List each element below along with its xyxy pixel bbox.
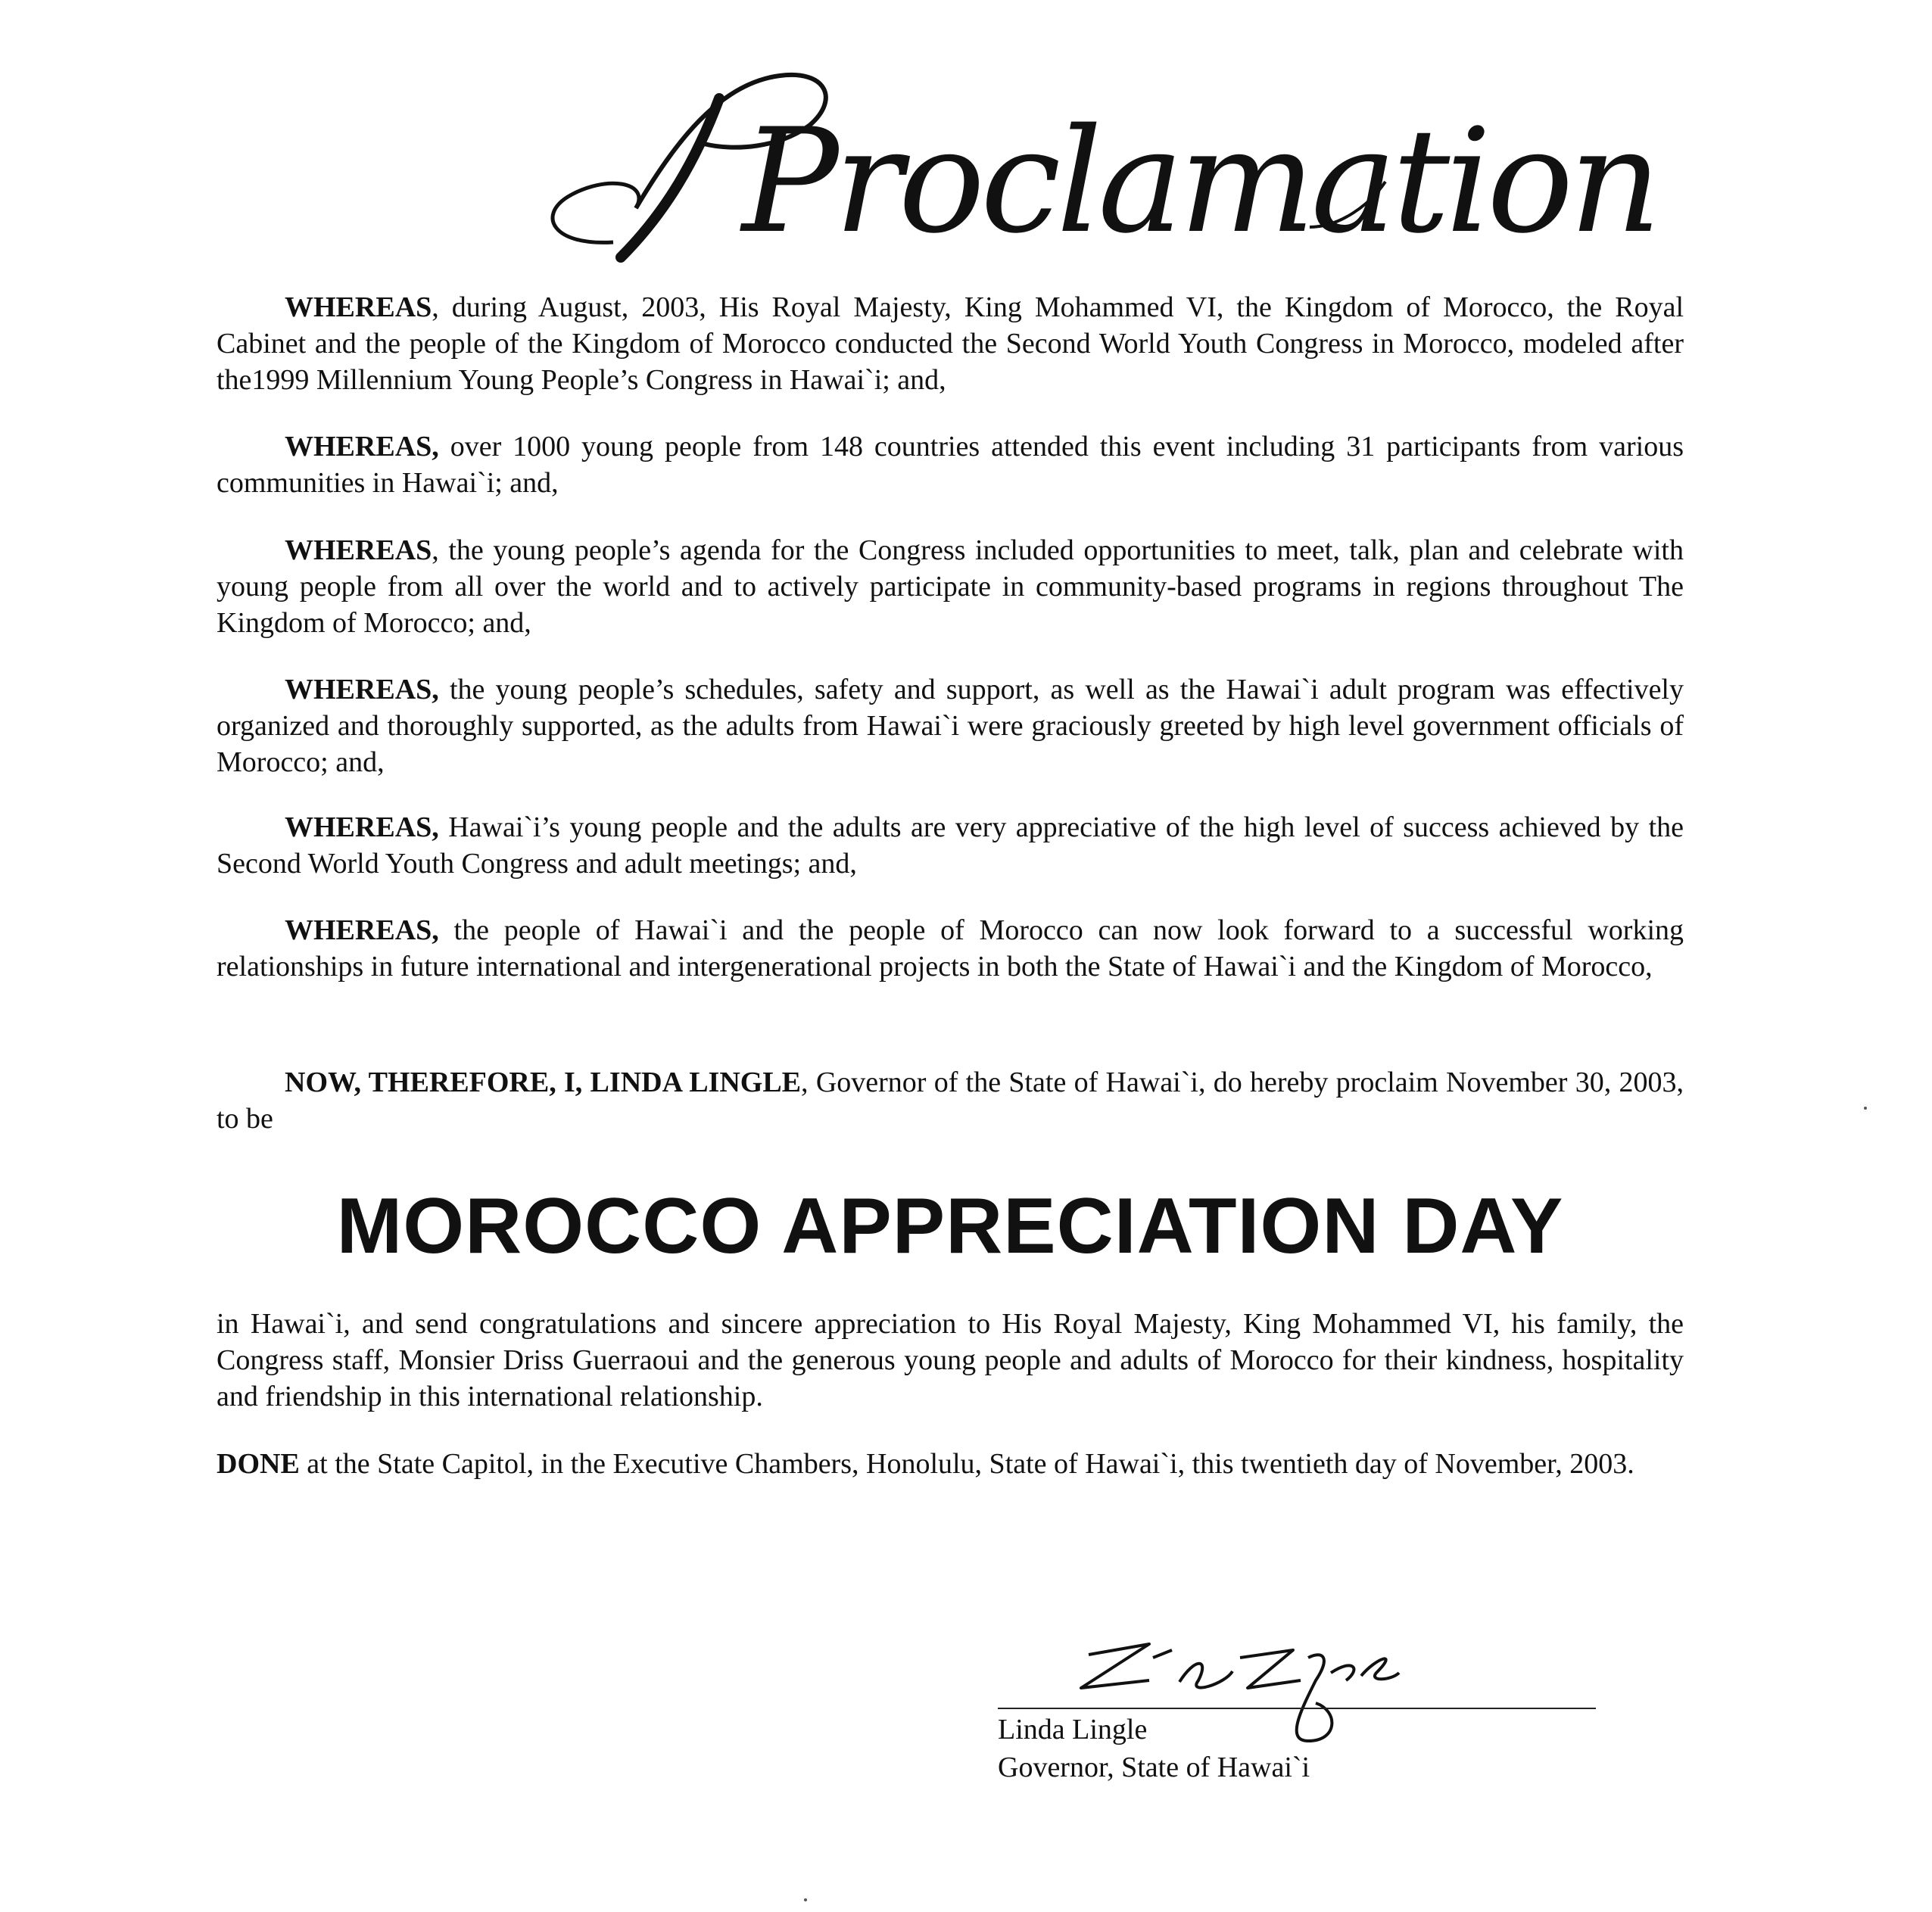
done-text: at the State Capitol, in the Executive Chambers, Honolulu, State of Hawai`i, this twentieth day of November, 2003. xyxy=(299,1448,1634,1480)
signer-name: Linda Lingle xyxy=(998,1714,1148,1745)
proclamation-title-script xyxy=(522,53,1657,280)
paragraph-keyword: WHEREAS, xyxy=(285,811,439,843)
whereas-paragraph-2 xyxy=(217,428,1684,501)
whereas-paragraph-6 xyxy=(217,912,1684,985)
paragraph-text: the people of Hawai`i and the people of Morocco can now look forward to a successful working relationships in future international and intergenerational projects in both the State of Hawai`i and the Kingdom of Morocco, xyxy=(217,914,1684,982)
paragraph-text: the young people’s schedules, safety and support, as well as the Hawai`i adult program was effectively organized and thoroughly supported, as the adults from Hawai`i were graciously greeted by high level government officials of Morocco; and, xyxy=(217,674,1684,778)
whereas-paragraph-5 xyxy=(217,809,1684,882)
paragraph-text: , the young people’s agenda for the Congress included opportunities to meet, talk, plan and celebrate with young people from all over the world and to actively participate in community-based programs in regions throughout The Kingdom of Morocco; and, xyxy=(217,534,1684,639)
done-keyword: DONE xyxy=(217,1448,300,1480)
paragraph-text: over 1000 young people from 148 countries attended this event including 31 participants from various communities in Hawai`i; and, xyxy=(217,431,1684,499)
paragraph-keyword: WHEREAS, xyxy=(285,914,439,946)
signature-line xyxy=(998,1708,1596,1709)
proclamation-title-text: Proclamation xyxy=(742,98,1657,265)
now-therefore-paragraph xyxy=(217,1064,1684,1137)
paragraph-keyword: WHEREAS xyxy=(285,534,432,566)
paragraph-keyword: WHEREAS, xyxy=(285,431,439,462)
whereas-paragraph-3 xyxy=(217,532,1684,641)
appreciation-day-headline: MOROCCO APPRECIATION DAY xyxy=(336,1182,1564,1270)
paragraph-keyword: NOW, THEREFORE, I, LINDA LINGLE xyxy=(285,1067,802,1098)
whereas-paragraph-4 xyxy=(217,671,1684,780)
signature-block xyxy=(998,1627,1603,1794)
closing-paragraph: in Hawai`i, and send congratulations and sincere appreciation to His Royal Majesty, King Mohammed VI, his family, the Congress staff, Monsier Driss Guerraoui and the generous young people and adults of Morocco for their kindness, hospitality and friendship in this international relationship. xyxy=(217,1308,1684,1412)
scan-speck xyxy=(1864,1107,1867,1110)
paragraph-keyword: WHEREAS, xyxy=(285,674,439,705)
paragraph-text: Hawai`i’s young people and the adults are very appreciative of the high level of success achieved by the Second World Youth Congress and adult meetings; and, xyxy=(217,811,1684,880)
done-paragraph xyxy=(217,1446,1684,1482)
signer-title: Governor, State of Hawai`i xyxy=(998,1752,1310,1783)
paragraph-keyword: WHEREAS xyxy=(285,291,432,323)
paragraph-text: , during August, 2003, His Royal Majesty, King Mohammed VI, the Kingdom of Morocco, the Royal Cabinet and the people of the Kingdom of Morocco conducted the Second World Youth Congress in Morocco, modeled after the1999 Millennium Young People’s Congress in Hawai`i; and, xyxy=(217,291,1684,396)
scan-speck xyxy=(804,1898,807,1901)
proclamation-title xyxy=(522,53,1657,280)
paragraph-text: , Governor of the State of Hawai`i, do hereby proclaim November 30, 2003, to be xyxy=(217,1067,1684,1135)
whereas-paragraph-1 xyxy=(217,289,1684,398)
